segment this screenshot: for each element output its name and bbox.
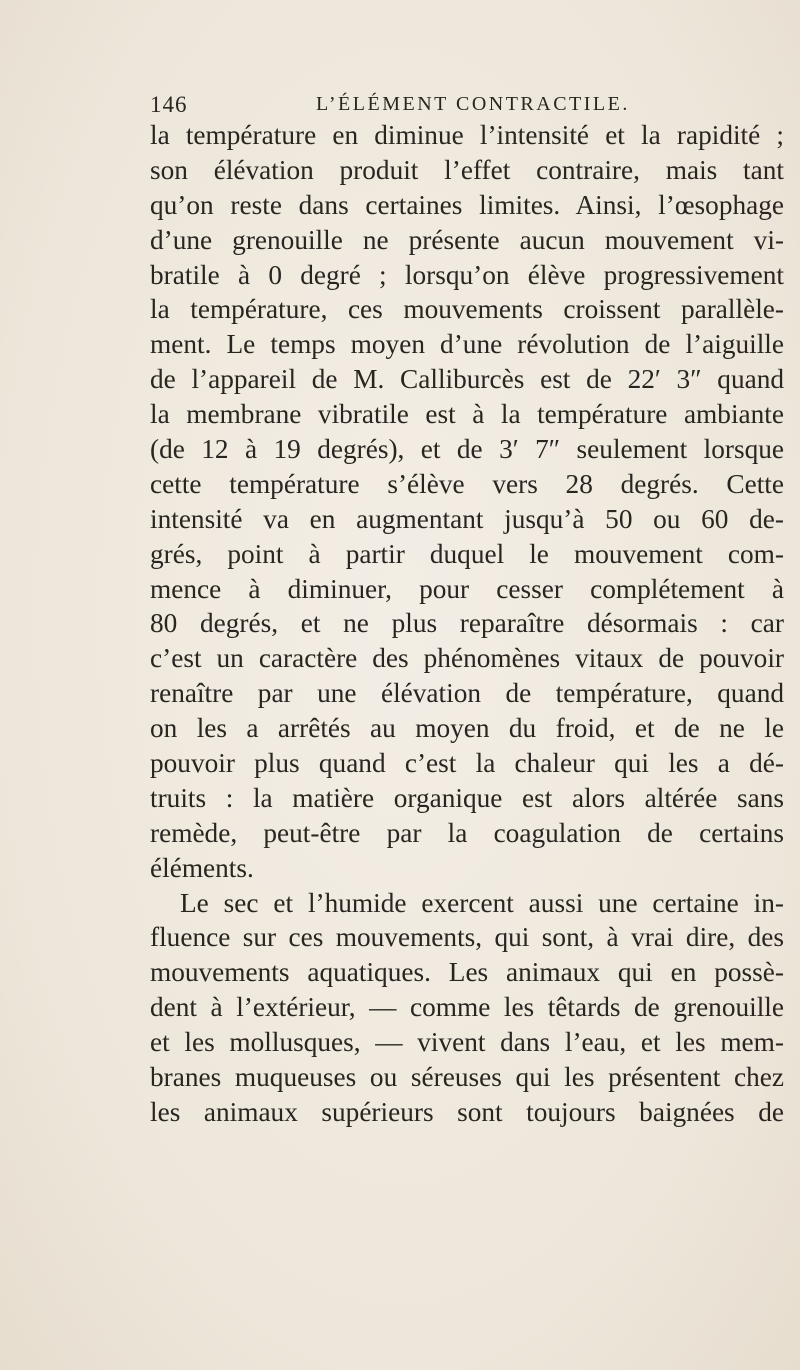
text-line: fluence sur ces mouvements, qui sont, à vrai dire, des [150, 922, 784, 953]
text-line: et les mollusques, — vivent dans l’eau, et les mem- [150, 1027, 784, 1058]
text-line: éléments. [150, 852, 254, 883]
text-line: de l’appareil de M. Calliburcès est de 22′ 3″ quand [150, 364, 784, 395]
text-line: d’une grenouille ne présente aucun mouvement vi- [150, 224, 784, 255]
text-line: renaître par une élévation de température, quand [150, 678, 784, 709]
text-line: cette température s’élève vers 28 degrés. Cette [150, 468, 784, 499]
text-line: mouvements aquatiques. Les animaux qui en possè- [150, 957, 784, 988]
text-line: on les a arrêtés au moyen du froid, et de ne le [150, 713, 784, 744]
text-line: la température, ces mouvements croissent parallèle- [150, 294, 784, 325]
text-line: bratile à 0 degré ; lorsqu’on élève progressivement [150, 259, 784, 290]
text-line: remède, peut-être par la coagulation de certains [150, 817, 784, 848]
text-line: qu’on reste dans certaines limites. Ainsi, l’œsophage [150, 189, 784, 220]
text-line: la membrane vibratile est à la température ambiante [150, 399, 784, 430]
running-title: L’ÉLÉMENT CONTRACTILE. [316, 93, 630, 115]
text-line: la température en diminue l’intensité et la rapidité ; [150, 120, 784, 150]
text-line: truits : la matière organique est alors altérée sans [150, 782, 784, 813]
text-line: (de 12 à 19 degrés), et de 3′ 7″ seulement lorsque [150, 434, 784, 465]
text-line: grés, point à partir duquel le mouvement com- [150, 538, 784, 569]
text-line: les animaux supérieurs sont toujours baignées de [150, 1096, 784, 1127]
text-line: 80 degrés, et ne plus reparaître désormais : car [150, 608, 784, 639]
text-line: intensité va en augmentant jusqu’à 50 ou 60 de- [150, 503, 784, 534]
text-line: c’est un caractère des phénomènes vitaux de pouvoir [150, 643, 784, 674]
page-number: 146 [150, 92, 188, 117]
text-line: mence à diminuer, pour cesser complétement à [150, 573, 784, 604]
text-line: pouvoir plus quand c’est la chaleur qui les a dé- [150, 748, 784, 779]
text-line: branes muqueuses ou séreuses qui les présentent chez [150, 1062, 784, 1093]
text-line: ment. Le temps moyen d’une révolution de l’aiguille [150, 329, 784, 360]
text-line: dent à l’extérieur, — comme les têtards de grenouille [150, 992, 784, 1023]
text-line: Le sec et l’humide exercent aussi une certaine in- [180, 887, 784, 918]
body-text [150, 118, 784, 1130]
text-line: son élévation produit l’effet contraire, mais tant [150, 154, 784, 185]
